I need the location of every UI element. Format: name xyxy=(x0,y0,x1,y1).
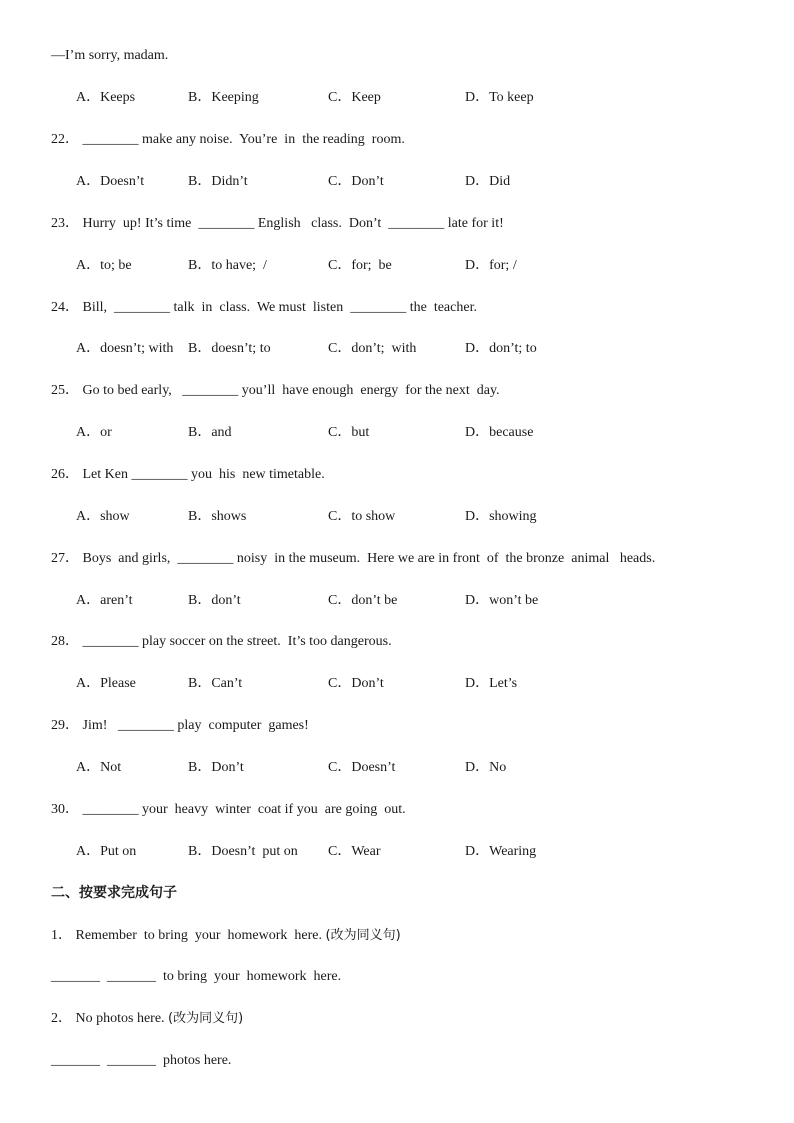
option-b[interactable]: B．Can’t xyxy=(188,676,243,691)
options-row xyxy=(76,759,776,777)
section-title: 二、按要求完成句子 xyxy=(51,885,177,901)
rewrite-answer-1[interactable]: _______ _______ to bring your homework here. xyxy=(51,969,342,984)
option-d[interactable]: D．showing xyxy=(465,509,537,524)
option-c[interactable]: C．don’t be xyxy=(328,593,398,608)
question-29-text: 29． Jim! ________ play computer games! xyxy=(51,718,309,733)
rewrite-item-1 xyxy=(51,927,401,945)
option-b[interactable]: B．Didn’t xyxy=(188,174,248,189)
option-d[interactable]: D．don’t; to xyxy=(465,341,537,356)
rewrite-note: (改为同义句) xyxy=(325,928,401,943)
question-26-text: 26． Let Ken ________ you his new timetable. xyxy=(51,467,325,482)
options-row xyxy=(76,508,776,526)
option-b[interactable]: B．doesn’t; to xyxy=(188,341,271,356)
option-a[interactable]: A．aren’t xyxy=(76,593,133,608)
option-a[interactable]: A．show xyxy=(76,509,130,524)
options-row xyxy=(76,173,776,191)
option-b[interactable]: B．Doesn’t put on xyxy=(188,844,298,859)
option-b[interactable]: B．to have; / xyxy=(188,258,267,273)
option-a[interactable]: A．Please xyxy=(76,676,136,691)
rewrite-item-2 xyxy=(51,1010,243,1028)
rewrite-prompt: 2． No photos here. xyxy=(51,1011,169,1026)
options-row xyxy=(76,592,776,610)
options-row xyxy=(76,675,776,693)
option-c[interactable]: C．don’t; with xyxy=(328,341,417,356)
option-c[interactable]: C．Doesn’t xyxy=(328,760,396,775)
option-a[interactable]: A．Put on xyxy=(76,844,137,859)
option-c[interactable]: C．for; be xyxy=(328,258,392,273)
question-24-text: 24． Bill, ________ talk in class. We must listen ________ the teacher. xyxy=(51,300,477,315)
option-d[interactable]: D．To keep xyxy=(465,90,534,105)
option-d[interactable]: D．because xyxy=(465,425,534,440)
option-a[interactable]: A．to; be xyxy=(76,258,132,273)
option-c[interactable]: C．Keep xyxy=(328,90,381,105)
option-b[interactable]: B．Keeping xyxy=(188,90,259,105)
options-row xyxy=(76,89,776,107)
option-c[interactable]: C．Don’t xyxy=(328,676,384,691)
option-b[interactable]: B．and xyxy=(188,425,232,440)
option-d[interactable]: D．No xyxy=(465,760,507,775)
options-row xyxy=(76,257,776,275)
option-b[interactable]: B．Don’t xyxy=(188,760,244,775)
option-a[interactable]: A．Doesn’t xyxy=(76,174,145,189)
option-c[interactable]: C．but xyxy=(328,425,370,440)
question-30-text: 30． ________ your heavy winter coat if you are going out. xyxy=(51,802,406,817)
rewrite-answer-2[interactable]: _______ _______ photos here. xyxy=(51,1053,232,1068)
option-d[interactable]: D．Let’s xyxy=(465,676,518,691)
option-d[interactable]: D．for; / xyxy=(465,258,517,273)
option-a[interactable]: A．or xyxy=(76,425,112,440)
options-row xyxy=(76,843,776,861)
question-28-text: 28． ________ play soccer on the street. It’s too dangerous. xyxy=(51,634,392,649)
option-c[interactable]: C．Wear xyxy=(328,844,381,859)
option-a[interactable]: A．doesn’t; with xyxy=(76,341,174,356)
option-b[interactable]: B．don’t xyxy=(188,593,241,608)
question-27-text: 27． Boys and girls, ________ noisy in the museum. Here we are in front of the bronze animal heads. xyxy=(51,551,656,566)
question-23-text: 23． Hurry up! It’s time ________ English class. Don’t ________ late for it! xyxy=(51,216,504,231)
rewrite-prompt: 1． Remember to bring your homework here. xyxy=(51,928,326,943)
question-25-text: 25． Go to bed early, ________ you’ll have enough energy for the next day. xyxy=(51,383,500,398)
option-b[interactable]: B．shows xyxy=(188,509,247,524)
option-d[interactable]: D．won’t be xyxy=(465,593,539,608)
option-d[interactable]: D．Wearing xyxy=(465,844,537,859)
options-row xyxy=(76,340,776,358)
option-d[interactable]: D．Did xyxy=(465,174,511,189)
option-c[interactable]: C．to show xyxy=(328,509,396,524)
rewrite-note: (改为同义句) xyxy=(168,1011,244,1026)
top-line: —I’m sorry, madam. xyxy=(51,48,169,63)
question-22-text: 22． ________ make any noise. You’re in the reading room. xyxy=(51,132,405,147)
option-c[interactable]: C．Don’t xyxy=(328,174,384,189)
option-a[interactable]: A．Keeps xyxy=(76,90,136,105)
options-row xyxy=(76,424,776,442)
option-a[interactable]: A．Not xyxy=(76,760,122,775)
